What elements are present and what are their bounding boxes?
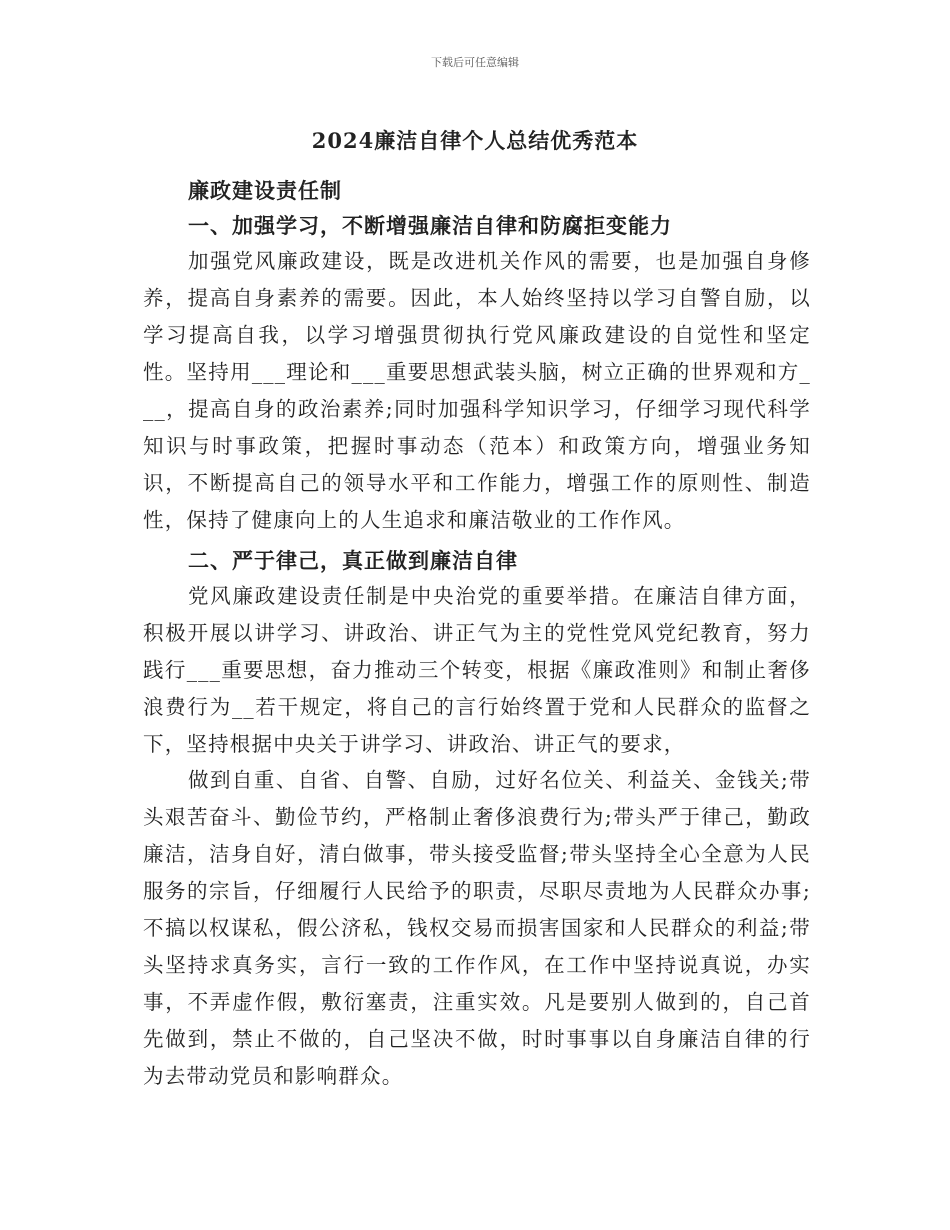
section-label: 廉政建设责任制 [188,178,342,203]
paragraph-3: 做到自重、自省、自警、自励，过好名位关、利益关、金钱关;带头艰苦奋斗、勤俭节约，严格制止奢侈浪费行为;带头严于律己，勤政廉洁，洁身自好，清白做事，带头接受监督;带头坚持全心全意为人民服务的宗旨，仔细履行人民给予的职责，尽职尽责地为人民群众办事;不搞以权谋私，假公济私，钱权交易而损害国家和人民群众的利益;带头坚持求真务实，言行一致的工作作风，在工作中坚持说真说，办实事，不弄虚作假，敷衍塞责，注重实效。凡是要别人做到的，自己首先做到，禁止不做的，自己坚决不做，时时事事以自身廉洁自律的行为去带动党员和影响群众。 [143,768,811,1088]
heading-1: 一、加强学习，不断增强廉洁自律和防腐拒变能力 [188,213,672,238]
paragraph-2: 党风廉政建设责任制是中央治党的重要举措。在廉洁自律方面，积极开展以讲学习、讲政治、讲正气为主的党性党风党纪教育，努力践行___重要思想，奋力推动三个转变，根据《廉政准则》和制止奢侈浪费行为__若干规定，将自己的言行始终置于党和人民群众的监督之下，坚持根据中央关于讲学习、讲政治、讲正气的要求， [143,584,811,756]
paragraph-1: 加强党风廉政建设，既是改进机关作风的需要，也是加强自身修养，提高自身素养的需要。因此，本人始终坚持以学习自警自励，以学习提高自我，以学习增强贯彻执行党风廉政建设的自觉性和坚定性。坚持用___理论和___重要思想武装头脑，树立正确的世界观和方___，提高自身的政治素养;同时加强科学知识学习，仔细学习现代科学知识与时事政策，把握时事动态（范本）和政策方向，增强业务知识，不断提高自己的领导水平和工作能力，增强工作的原则性、制造性，保持了健康向上的人生追求和廉洁敬业的工作作风。 [143,249,811,532]
document-title: 2024廉洁自律个人总结优秀范本 [311,128,639,153]
heading-2: 二、严于律己，真正做到廉洁自律 [188,548,518,573]
page-header-note: 下载后可任意编辑 [431,56,519,69]
